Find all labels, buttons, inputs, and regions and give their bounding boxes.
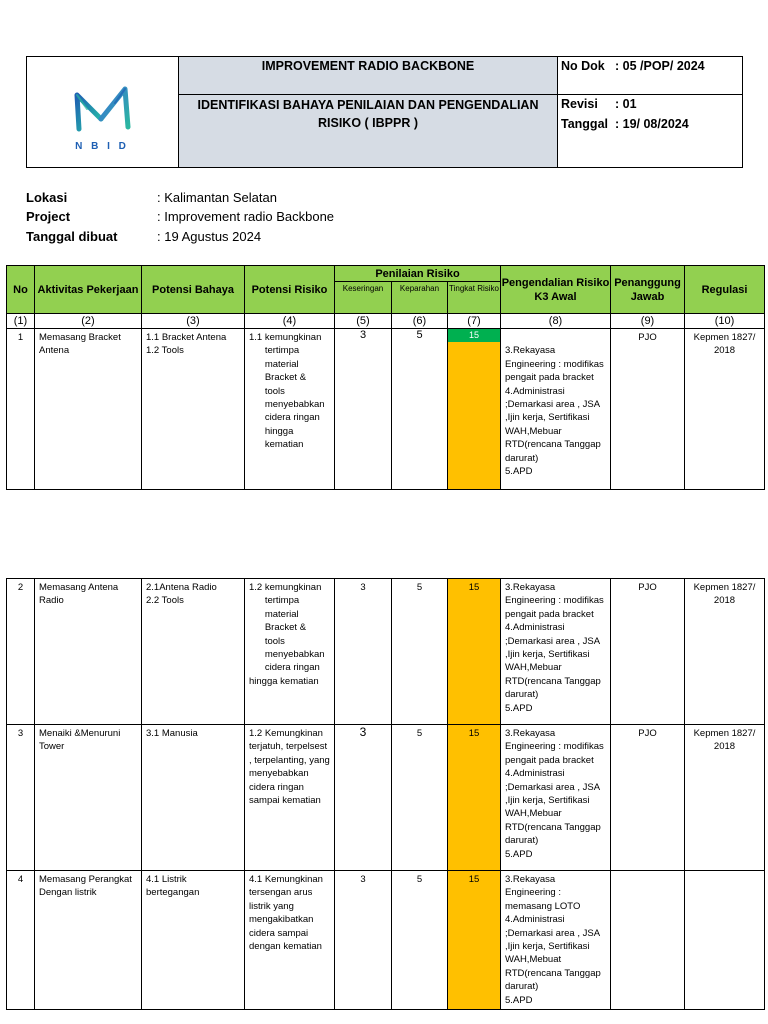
header-no: No	[7, 266, 35, 314]
header-regulasi: Regulasi	[685, 266, 765, 314]
row-potensi-bahaya: 2.1Antena Radio 2.2 Tools	[142, 579, 245, 725]
row-no: 2	[7, 579, 35, 725]
row-keparahan: 5	[392, 871, 448, 1010]
table-row	[7, 725, 765, 871]
revisi-value: : 01	[615, 97, 637, 111]
col-number: (7)	[448, 314, 501, 329]
row-regulasi: Kepmen 1827/ 2018	[685, 579, 765, 725]
row-aktivitas: Menaiki &Menuruni Tower	[35, 725, 142, 871]
header-potensi-bahaya: Potensi Bahaya	[142, 266, 245, 314]
row-pengendalian: 3.Rekayasa Engineering : modifikas pengait pada bracket 4.Administrasi ;Demarkasi area , JSA ,Ijin kerja, Sertifikasi WAH,Mebuar RTD(rencana Tanggap darurat) 5.APD	[501, 579, 611, 725]
project-label: Project	[26, 209, 71, 224]
row-tingkat-risiko: 15	[448, 329, 500, 342]
header-keparahan: Keparahan	[392, 282, 448, 314]
no-dok-label: No Dok	[561, 59, 605, 73]
tanggal-value: : 19/ 08/2024	[615, 117, 689, 131]
row-keseringan: 3	[335, 725, 392, 871]
row-potensi-bahaya: 3.1 Manusia	[142, 725, 245, 871]
col-number: (6)	[392, 314, 448, 329]
row-penanggung-jawab: PJO	[611, 579, 685, 725]
tanggal-dibuat-label: Tanggal dibuat	[26, 229, 118, 244]
row-no: 1	[7, 329, 35, 490]
row-aktivitas: Memasang Antena Radio	[35, 579, 142, 725]
col-number: (4)	[245, 314, 335, 329]
row-tingkat-risiko-cell	[448, 329, 501, 490]
col-number: (2)	[35, 314, 142, 329]
row-penanggung-jawab: PJO	[611, 725, 685, 871]
row-no: 4	[7, 871, 35, 1010]
table-row	[7, 329, 765, 490]
subtitle-line: IDENTIFIKASI BAHAYA PENILAIAN DAN PENGENDALIAN	[197, 98, 539, 112]
col-number: (8)	[501, 314, 611, 329]
document-title: IMPROVEMENT RADIO BACKBONE	[261, 59, 475, 73]
row-pengendalian: 3.Rekayasa Engineering : modifikas pengait pada bracket 4.Administrasi ;Demarkasi area , JSA ,Ijin kerja, Sertifikasi WAH,Mebuar RTD(rencana Tanggap darurat) 5.APD	[501, 329, 611, 490]
header-tingkat-risiko: Tingkat Risiko	[448, 282, 501, 314]
row-potensi-risiko: 1.2 Kemungkinan terjatuh, terpelsest , terpelanting, yang menyebabkan cidera ringan sampai kematian	[245, 725, 335, 871]
tanggal-dibuat-value: : 19 Agustus 2024	[157, 229, 262, 244]
row-keparahan: 5	[392, 579, 448, 725]
row-regulasi: Kepmen 1827/ 2018	[685, 329, 765, 490]
logo-text: N B I D	[75, 141, 129, 152]
row-regulasi: Kepmen 1827/ 2018	[685, 725, 765, 871]
no-dok-value: : 05 /POP/ 2024	[615, 59, 705, 73]
row-keparahan: 5	[392, 329, 448, 490]
divider	[178, 94, 558, 95]
row-aktivitas: Memasang Perangkat Dengan listrik	[35, 871, 142, 1010]
company-logo-icon	[27, 57, 180, 169]
header-potensi-risiko: Potensi Risiko	[245, 266, 335, 314]
row-keseringan: 3	[335, 579, 392, 725]
row-potensi-bahaya: 1.1 Bracket Antena 1.2 Tools	[142, 329, 245, 490]
col-number: (1)	[7, 314, 35, 329]
row-no: 3	[7, 725, 35, 871]
subtitle-line: RISIKO ( IBPPR )	[317, 116, 418, 130]
row-penanggung-jawab	[611, 871, 685, 1010]
row-tingkat-risiko: 15	[448, 579, 501, 725]
row-aktivitas: Memasang Bracket Antena	[35, 329, 142, 490]
row-tingkat-risiko: 15	[448, 725, 501, 871]
col-number: (9)	[611, 314, 685, 329]
row-potensi-risiko: 4.1 Kemungkinan tersengan arus listrik yang mengakibatkan cidera sampai dengan kematian	[245, 871, 335, 1010]
lokasi-label: Lokasi	[26, 190, 68, 205]
revisi-label: Revisi	[561, 97, 598, 111]
row-keparahan: 5	[392, 725, 448, 871]
col-number: (3)	[142, 314, 245, 329]
risk-table	[6, 265, 765, 490]
header-penanggung-jawab: Penanggung Jawab	[611, 266, 685, 314]
logo-cell	[26, 56, 179, 168]
row-keseringan: 3	[335, 871, 392, 1010]
col-number: (5)	[335, 314, 392, 329]
table-row	[7, 871, 765, 1010]
lokasi-value: : Kalimantan Selatan	[157, 190, 277, 205]
row-tingkat-risiko: 15	[448, 871, 501, 1010]
row-potensi-bahaya: 4.1 Listrik bertegangan	[142, 871, 245, 1010]
row-potensi-risiko: 1.1 kemungkinan tertimpa material Bracket & tools menyebabkan cidera ringan hingga kematian	[245, 329, 335, 490]
table-row	[7, 579, 765, 725]
row-keseringan: 3	[335, 329, 392, 490]
header-keseringan: Keseringan	[335, 282, 392, 314]
row-pengendalian: 3.Rekayasa Engineering : modifikas pengait pada bracket 4.Administrasi ;Demarkasi area , JSA ,Ijin kerja, Sertifikasi WAH,Mebuar RTD(rencana Tanggap darurat) 5.APD	[501, 725, 611, 871]
header-penilaian-risiko: Penilaian Risiko	[335, 266, 501, 282]
row-regulasi	[685, 871, 765, 1010]
col-number: (10)	[685, 314, 765, 329]
divider	[557, 94, 743, 95]
header-aktivitas: Aktivitas Pekerjaan	[35, 266, 142, 314]
row-pengendalian: 3.Rekayasa Engineering : memasang LOTO 4.Administrasi ;Demarkasi area , JSA ,Ijin kerja, Sertifikasi WAH,Mebuat RTD(rencana Tanggap darurat) 5.APD	[501, 871, 611, 1010]
header-pengendalian: Pengendalian Risiko K3 Awal	[501, 266, 611, 314]
risk-table-continued	[6, 578, 765, 1010]
tanggal-label: Tanggal	[561, 117, 608, 131]
row-penanggung-jawab: PJO	[611, 329, 685, 490]
project-value: : Improvement radio Backbone	[157, 209, 335, 224]
document-subtitle	[190, 96, 546, 132]
row-potensi-risiko: 1.2 kemungkinan tertimpa material Bracket & tools menyebabkan cidera ringan hingga kematian	[245, 579, 335, 725]
